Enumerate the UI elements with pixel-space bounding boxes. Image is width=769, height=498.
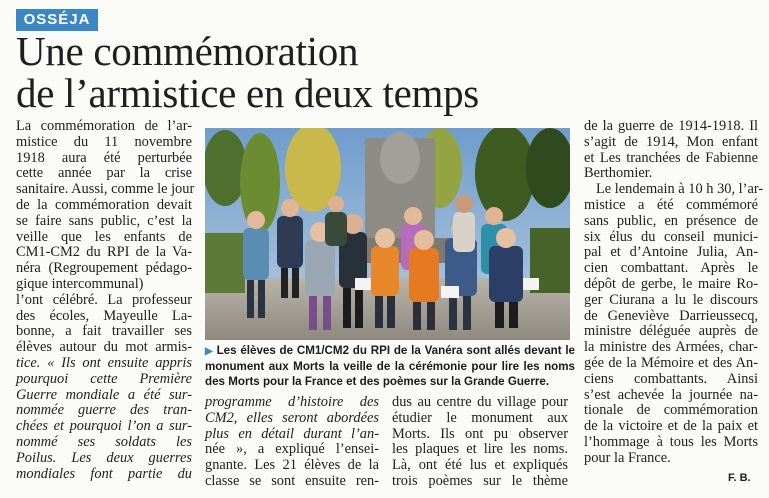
article-column-4	[584, 118, 764, 467]
text-line: Morts. Ils ont pu observer	[392, 425, 568, 442]
text-line: CM1-CM2 du RPI de la Va-	[16, 244, 192, 261]
caption-line: monument aux Morts la veille de la cérémonie pour lire les noms	[205, 360, 575, 374]
caption-line: des Morts pour la France et des poèmes sur la Grande Guerre.	[205, 375, 550, 389]
text-line: de la guerre de 1914-1918. Il	[584, 118, 758, 134]
text-line-quote: Poilus. Les deux guerres	[16, 449, 192, 466]
text-line: sans public, en présence de	[584, 212, 758, 229]
text-line: ciens combattants. Ainsi	[584, 370, 758, 387]
text-line: ministre déléguée auprès de	[584, 323, 758, 340]
text-line-quote: Guerre mondiale a été sur-	[16, 386, 192, 403]
text-line: s’est achevée la journée na-	[584, 386, 758, 403]
text-line-quote: tice. « Ils ont ensuite appris	[16, 354, 192, 371]
text-line: s’agit de 1914, Mon enfant	[584, 133, 758, 150]
headline-line-2: de l’armistice en deux temps	[16, 70, 479, 116]
caption-triangle-icon: ▶	[205, 346, 217, 357]
text-line-quote: plus en détail durant l’an-	[205, 425, 379, 442]
text-line: ger Ciurana a lu le discours	[584, 291, 758, 308]
text-line: de Geneviève Darrieussecq,	[584, 307, 758, 324]
photo-students-at-monument	[205, 128, 570, 340]
text-line-quote: pourquoi cette Première	[16, 370, 192, 387]
text-line: des écoles, Mayeulle La-	[16, 307, 192, 324]
text-line: Berthomier.	[584, 165, 653, 182]
text-line: pal et d’Antoine Julia, An-	[584, 244, 758, 261]
article-column-3	[392, 395, 568, 490]
text-line-quote: mondiales font partie du	[16, 465, 192, 482]
article-photo	[205, 128, 570, 340]
article-column-1	[16, 118, 195, 482]
byline: F. B.	[728, 472, 751, 484]
text-line: cien combattant. Après le	[584, 260, 758, 277]
text-line: pour la France.	[584, 449, 671, 466]
text-line: de la commémoration devait	[16, 196, 192, 213]
text-line: mistice du 11 novembre	[16, 133, 192, 150]
text-line: tionale de commémoration	[584, 402, 758, 419]
text-line-quote: CM2, elles seront abordées	[205, 409, 379, 426]
text-line: cette année par la crise	[16, 165, 192, 182]
caption-line: Les élèves de CM1/CM2 du RPI de la Vanéra sont allés devant le	[216, 344, 575, 357]
text-line-quote: chées et pourquoi l’on a sur-	[16, 418, 192, 435]
text-line: étudier le monument aux	[392, 409, 568, 426]
section-tag: OSSÉJA	[16, 9, 98, 31]
text-line: sanitaire. Aussi, comme le jour	[16, 181, 195, 198]
text-line-quote: nommée guerre des tran-	[16, 402, 192, 419]
text-line: six élus du conseil munici-	[584, 228, 758, 245]
article-column-2	[205, 395, 379, 490]
text-line: l’hommage à tous les Morts	[584, 433, 758, 450]
text-line: les plaques et lire les noms.	[392, 441, 568, 458]
text-line: gée de la Mémoire et des An-	[584, 354, 758, 371]
photo-caption	[205, 343, 575, 390]
text-line: trois poèmes sur le thème	[392, 472, 568, 489]
text-line: née », a expliqué l’ensei-	[205, 441, 379, 458]
text-line-quote: nommé ses soldats les	[16, 433, 192, 450]
text-line: classe se sont ensuite ren-	[205, 472, 379, 489]
text-line: gique intercommunal)	[16, 275, 144, 292]
text-line: Le lendemain à 10 h 30, l’ar-	[596, 181, 764, 198]
text-line: se faire sans public, c’est la	[16, 212, 192, 229]
text-line: gnante. Les 21 élèves de la	[205, 457, 379, 474]
text-line: bonne, a fait travailler ses	[16, 323, 192, 340]
text-line-quote: programme d’histoire des	[205, 394, 379, 410]
text-line: la ministre des Armées, char-	[584, 339, 758, 356]
text-line: de la victoire et de la paix et	[584, 418, 758, 435]
text-line: l’ont célébré. La professeur	[16, 291, 192, 308]
text-line: La commémoration de l’ar-	[16, 118, 192, 134]
text-line: 1918 aura été perturbée	[16, 149, 192, 166]
text-line: néra (Regroupement pédago-	[16, 260, 192, 277]
headline-line-1: Une commémoration	[16, 28, 359, 74]
text-line: veille que les enfants de	[16, 228, 192, 245]
text-line: mistice a été commémoré	[584, 196, 758, 213]
text-line: et Les tranchées de Fabienne	[584, 149, 758, 166]
headline	[16, 30, 479, 114]
text-line: dépôt de gerbe, le maire Ro-	[584, 275, 758, 292]
text-line: dus au centre du village pour	[392, 394, 568, 410]
text-line: Là, ont été lus et expliqués	[392, 457, 568, 474]
text-line: élèves autour du mot armis-	[16, 339, 192, 356]
